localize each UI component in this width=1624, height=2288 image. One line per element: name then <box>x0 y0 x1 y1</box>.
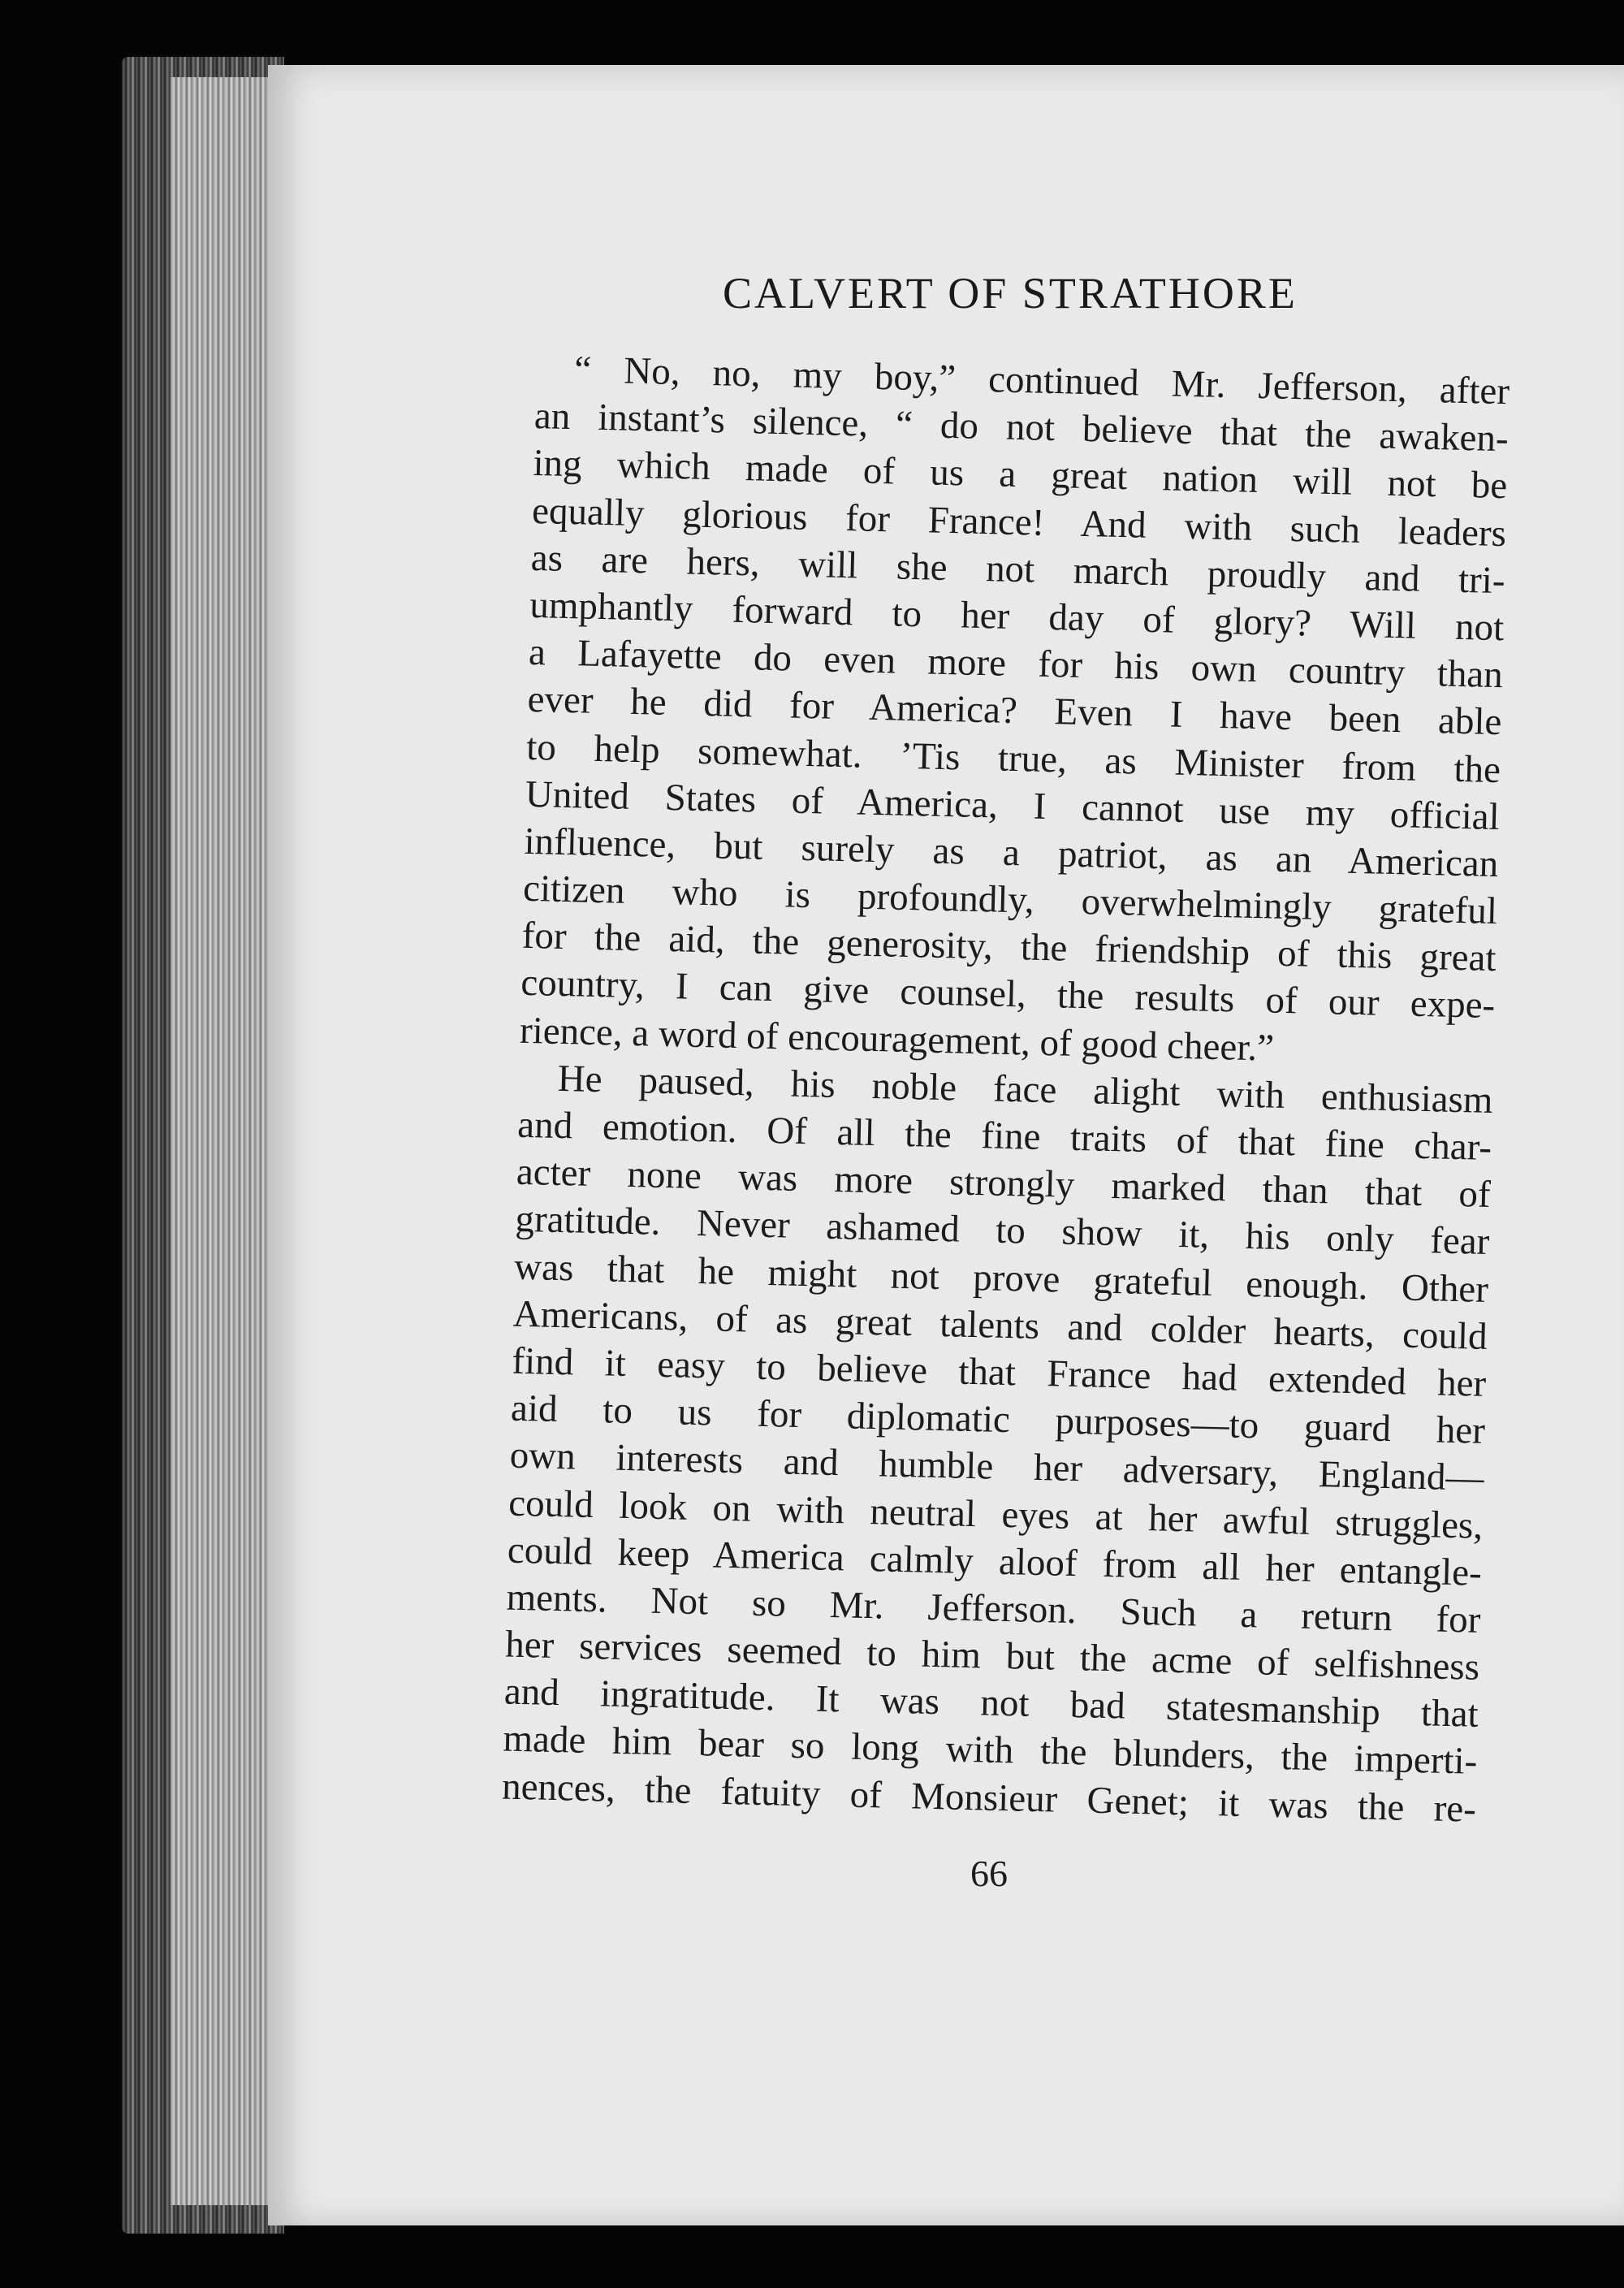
text-line: He paused, his noble face alight with enthusiasm <box>557 1057 1494 1122</box>
text-line: and emotion. Of all the fine traits of that fine char- <box>516 1103 1492 1169</box>
text-line: could look on with neutral eyes at her awful struggles, <box>508 1481 1484 1547</box>
text-line: and ingratitude. It was not bad statesmanship that <box>503 1670 1479 1737</box>
body-text <box>502 345 1510 1833</box>
text-line: influence, but surely as a patriot, as an American <box>523 820 1499 885</box>
text-line: “ No, no, my boy,” continued Mr. Jefferson, after <box>573 348 1510 413</box>
running-head: CALVERT OF STRATHORE <box>723 269 1298 318</box>
book-page-edges-inner <box>171 77 284 2205</box>
text-line: acter none was more strongly marked than that of <box>516 1150 1492 1217</box>
text-line: an instant’s silence, “ do not believe that the awaken- <box>533 395 1510 461</box>
text-line: ing which made of us a great nation will not be <box>532 442 1508 508</box>
text-line: equally glorious for France! And with such leaders <box>531 489 1507 555</box>
text-line: for the aid, the generosity, the friendship of this great <box>521 915 1497 980</box>
text-line: country, I can give counsel, the results of our expe- <box>520 962 1496 1027</box>
page-number: 66 <box>970 1853 1008 1894</box>
text-line: her services seemed to him but the acme of selfishness <box>504 1623 1480 1689</box>
text-line: find it easy to believe that France had extended her <box>511 1339 1487 1405</box>
text-line: to help somewhat. ’Tis true, as Minister from the <box>525 725 1501 791</box>
text-line: ments. Not so Mr. Jefferson. Such a return for <box>506 1576 1481 1641</box>
text-line: could keep America calmly aloof from all her entangle- <box>507 1529 1483 1594</box>
text-line: citizen who is profoundly, overwhelmingly grateful <box>522 867 1498 933</box>
text-line: as are hers, will she not march proudly and tri- <box>530 536 1506 602</box>
text-line: was that he might not prove grateful enough. Other <box>513 1245 1489 1311</box>
text-line: Americans, of as great talents and colder hearts, could <box>512 1292 1488 1358</box>
text-line: a Lafayette do even more for his own country than <box>528 631 1504 697</box>
text-line: United States of America, I cannot use my official <box>525 772 1501 838</box>
text-line: gratitude. Never ashamed to show it, his only fear <box>515 1198 1490 1264</box>
text-line: nences, the fatuity of Monsieur Genet; it was the re- <box>501 1765 1477 1831</box>
text-line: made him bear so long with the blunders, the imperti- <box>502 1717 1478 1784</box>
text-line: umphantly forward to her day of glory? Will not <box>529 583 1505 650</box>
text-line: aid to us for diplomatic purposes—to guard her <box>510 1386 1486 1453</box>
text-line: ever he did for America? Even I have been able <box>527 678 1502 744</box>
text-line: own interests and humble her adversary, England— <box>509 1434 1485 1500</box>
text-line: rience, a word of encouragement, of good cheer.” <box>519 1009 1275 1070</box>
